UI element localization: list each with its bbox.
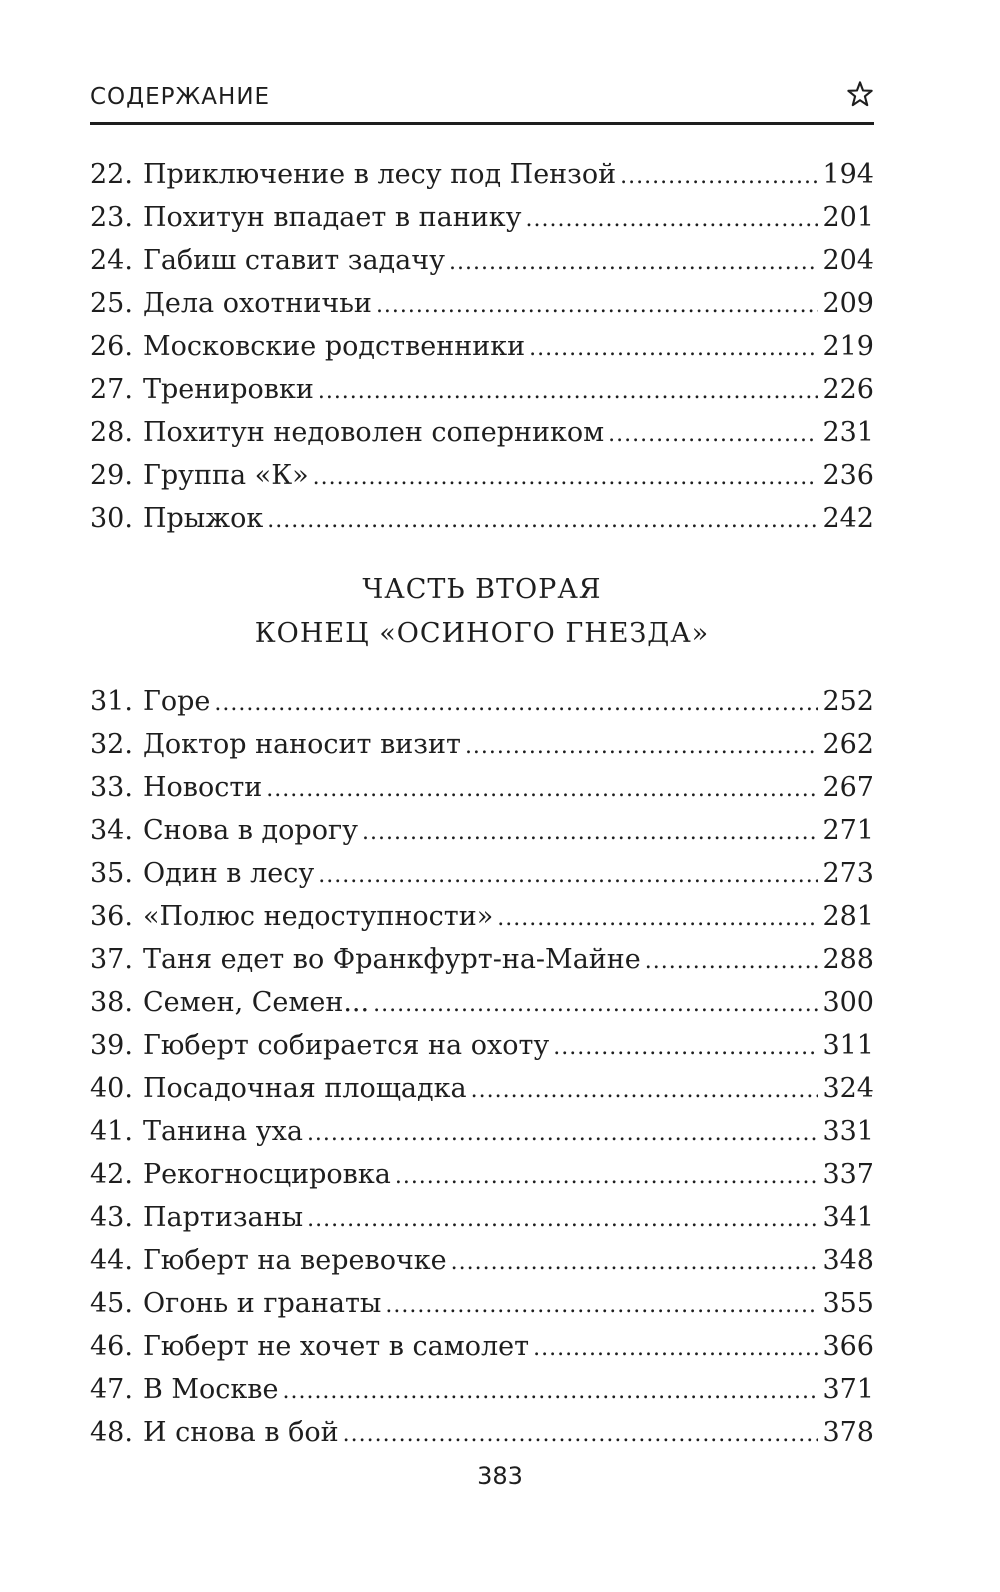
toc-entry-title: Танина уха (142, 1116, 303, 1147)
toc-entry-page: 355 (822, 1288, 874, 1319)
toc-entry (90, 454, 874, 497)
toc-dot-leader (451, 1241, 819, 1284)
toc-dot-leader (307, 1198, 818, 1241)
toc-dot-leader (526, 198, 819, 241)
toc-entry (90, 1239, 874, 1282)
toc-entry-number: 32. (90, 729, 133, 760)
toc-entry-number: 23. (90, 202, 133, 233)
toc-entry-title: Похитун впадает в панику (142, 202, 522, 233)
toc-entry (90, 766, 874, 809)
toc-dot-leader (282, 1370, 818, 1413)
toc-entry (90, 153, 874, 196)
toc-entry-page: 219 (822, 331, 874, 362)
toc-dot-leader (266, 768, 818, 811)
toc-entry-number: 24. (90, 245, 133, 276)
toc-entry-page: 331 (822, 1116, 874, 1147)
toc-entry-number: 29. (90, 460, 133, 491)
toc-dot-leader (343, 1413, 819, 1456)
toc-entry-title: Московские родственники (142, 331, 526, 362)
toc-dot-leader (553, 1026, 818, 1069)
toc-entry (90, 680, 874, 723)
toc-entry-title: Горе (142, 686, 211, 717)
toc-entry (90, 938, 874, 981)
toc-list-part-two (90, 680, 874, 1454)
toc-entry-title: Огонь и гранаты (142, 1288, 382, 1319)
toc-entry-number: 43. (90, 1202, 133, 1233)
page-number: 383 (477, 1462, 523, 1490)
part-title: КОНЕЦ «ОСИНОГО ГНЕЗДА» (254, 618, 710, 649)
toc-entry-page: 348 (822, 1245, 874, 1276)
toc-entry-number: 33. (90, 772, 133, 803)
toc-entry-number: 41. (90, 1116, 133, 1147)
toc-entry-number: 22. (90, 159, 133, 190)
toc-dot-leader (376, 284, 819, 327)
toc-entry-number: 31. (90, 686, 133, 717)
toc-dot-leader (529, 327, 818, 370)
toc-entry-number: 26. (90, 331, 133, 362)
toc-entry-title: В Москве (142, 1374, 279, 1405)
toc-entry-page: 242 (822, 503, 874, 534)
toc-entry-number: 30. (90, 503, 133, 534)
toc-entry-page: 262 (822, 729, 874, 760)
toc-entry (90, 239, 874, 282)
toc-dot-leader (645, 940, 819, 983)
toc-entry (90, 1368, 874, 1411)
toc-dot-leader (385, 1284, 818, 1327)
toc-entry (90, 497, 874, 540)
toc-entry-title: Доктор наносит визит (142, 729, 461, 760)
toc-entry-number: 40. (90, 1073, 133, 1104)
toc-entry-title: Таня едет во Франкфурт-на-Майне (142, 944, 641, 975)
toc-entry-page: 273 (822, 858, 874, 889)
toc-entry-title: Дела охотничьи (142, 288, 372, 319)
toc-entry-number: 37. (90, 944, 133, 975)
toc-dot-leader (373, 983, 818, 1026)
part-label: ЧАСТЬ ВТОРАЯ (362, 574, 602, 605)
toc-entry (90, 282, 874, 325)
toc-dot-leader (318, 854, 818, 897)
toc-dot-leader (318, 370, 819, 413)
star-outline-icon (846, 80, 874, 108)
toc-entry-title: Рекогносцировка (142, 1159, 391, 1190)
header-rule (90, 122, 874, 125)
toc-entry-page: 271 (822, 815, 874, 846)
toc-entry-page: 324 (822, 1073, 874, 1104)
toc-entry-title: Тренировки (142, 374, 314, 405)
toc-entry-title: Семен, Семен... (142, 987, 370, 1018)
toc-entry (90, 1153, 874, 1196)
toc-entry (90, 809, 874, 852)
toc-entry-number: 39. (90, 1030, 133, 1061)
toc-entry-page: 337 (822, 1159, 874, 1190)
running-header (90, 78, 874, 128)
header-title: СОДЕРЖАНИЕ (90, 84, 271, 110)
toc-entry-title: И снова в бой (142, 1417, 339, 1448)
toc-dot-leader (465, 725, 819, 768)
toc-entry-title: Новости (142, 772, 263, 803)
toc-entry-page: 300 (822, 987, 874, 1018)
toc-dot-leader (449, 241, 818, 284)
toc-entry (90, 1024, 874, 1067)
toc-dot-leader (620, 155, 818, 198)
toc-entry (90, 981, 874, 1024)
toc-entry-title: Похитун недоволен соперником (142, 417, 605, 448)
toc-dot-leader (471, 1069, 819, 1112)
toc-dot-leader (307, 1112, 819, 1155)
toc-entry-number: 46. (90, 1331, 133, 1362)
toc-entry (90, 852, 874, 895)
toc-entry-page: 371 (822, 1374, 874, 1405)
toc-entry-number: 47. (90, 1374, 133, 1405)
toc-entry-page: 201 (822, 202, 874, 233)
toc-entry (90, 411, 874, 454)
toc-entry (90, 1110, 874, 1153)
toc-entry (90, 895, 874, 938)
toc-entry-page: 236 (822, 460, 874, 491)
toc-entry-title: Прыжок (142, 503, 264, 534)
toc-entry-number: 36. (90, 901, 133, 932)
toc-entry-page: 311 (822, 1030, 874, 1061)
toc-entry-number: 34. (90, 815, 133, 846)
toc-entry-title: Габиш ставит задачу (142, 245, 446, 276)
toc-entry-page: 378 (822, 1417, 874, 1448)
toc-dot-leader (313, 456, 819, 499)
toc-entry-page: 194 (822, 159, 874, 190)
toc-entry (90, 196, 874, 239)
toc-dot-leader (267, 499, 818, 542)
toc-entry-title: Гюберт на веревочке (142, 1245, 447, 1276)
toc-entry-number: 44. (90, 1245, 133, 1276)
toc-dot-leader (395, 1155, 819, 1198)
toc-entry-page: 231 (822, 417, 874, 448)
toc-entry-page: 226 (822, 374, 874, 405)
toc-entry-number: 28. (90, 417, 133, 448)
toc-entry (90, 368, 874, 411)
toc-entry (90, 325, 874, 368)
toc-entry-number: 45. (90, 1288, 133, 1319)
toc-entry-title: «Полюс недоступности» (142, 901, 494, 932)
toc-entry (90, 1067, 874, 1110)
toc-dot-leader (362, 811, 818, 854)
toc-entry-title: Один в лесу (142, 858, 315, 889)
toc-entry-page: 204 (822, 245, 874, 276)
toc-dot-leader (533, 1327, 818, 1370)
toc-entry-title: Гюберт собирается на охоту (142, 1030, 550, 1061)
toc-entry (90, 1325, 874, 1368)
toc-entry-number: 27. (90, 374, 133, 405)
toc-entry-title: Группа «К» (142, 460, 309, 491)
toc-entry-number: 42. (90, 1159, 133, 1190)
toc-entry-number: 25. (90, 288, 133, 319)
toc-dot-leader (214, 682, 818, 725)
toc-dot-leader (497, 897, 818, 940)
toc-entry-page: 209 (822, 288, 874, 319)
toc-entry-title: Снова в дорогу (142, 815, 358, 846)
toc-entry-page: 341 (822, 1202, 874, 1233)
toc-entry-page: 288 (822, 944, 874, 975)
toc-entry-page: 366 (822, 1331, 874, 1362)
toc-list-part-one (90, 153, 874, 540)
toc-entry-title: Приключение в лесу под Пензой (142, 159, 617, 190)
toc-entry-title: Партизаны (142, 1202, 304, 1233)
toc-entry (90, 1411, 874, 1454)
toc-entry-page: 267 (822, 772, 874, 803)
toc-entry-title: Гюберт не хочет в самолет (142, 1331, 530, 1362)
toc-entry-number: 48. (90, 1417, 133, 1448)
toc-entry-page: 252 (822, 686, 874, 717)
toc-entry-number: 38. (90, 987, 133, 1018)
toc-dot-leader (608, 413, 818, 456)
toc-entry (90, 723, 874, 766)
toc-entry-number: 35. (90, 858, 133, 889)
toc-entry-page: 281 (822, 901, 874, 932)
toc-entry (90, 1196, 874, 1239)
toc-entry-title: Посадочная площадка (142, 1073, 467, 1104)
toc-entry (90, 1282, 874, 1325)
